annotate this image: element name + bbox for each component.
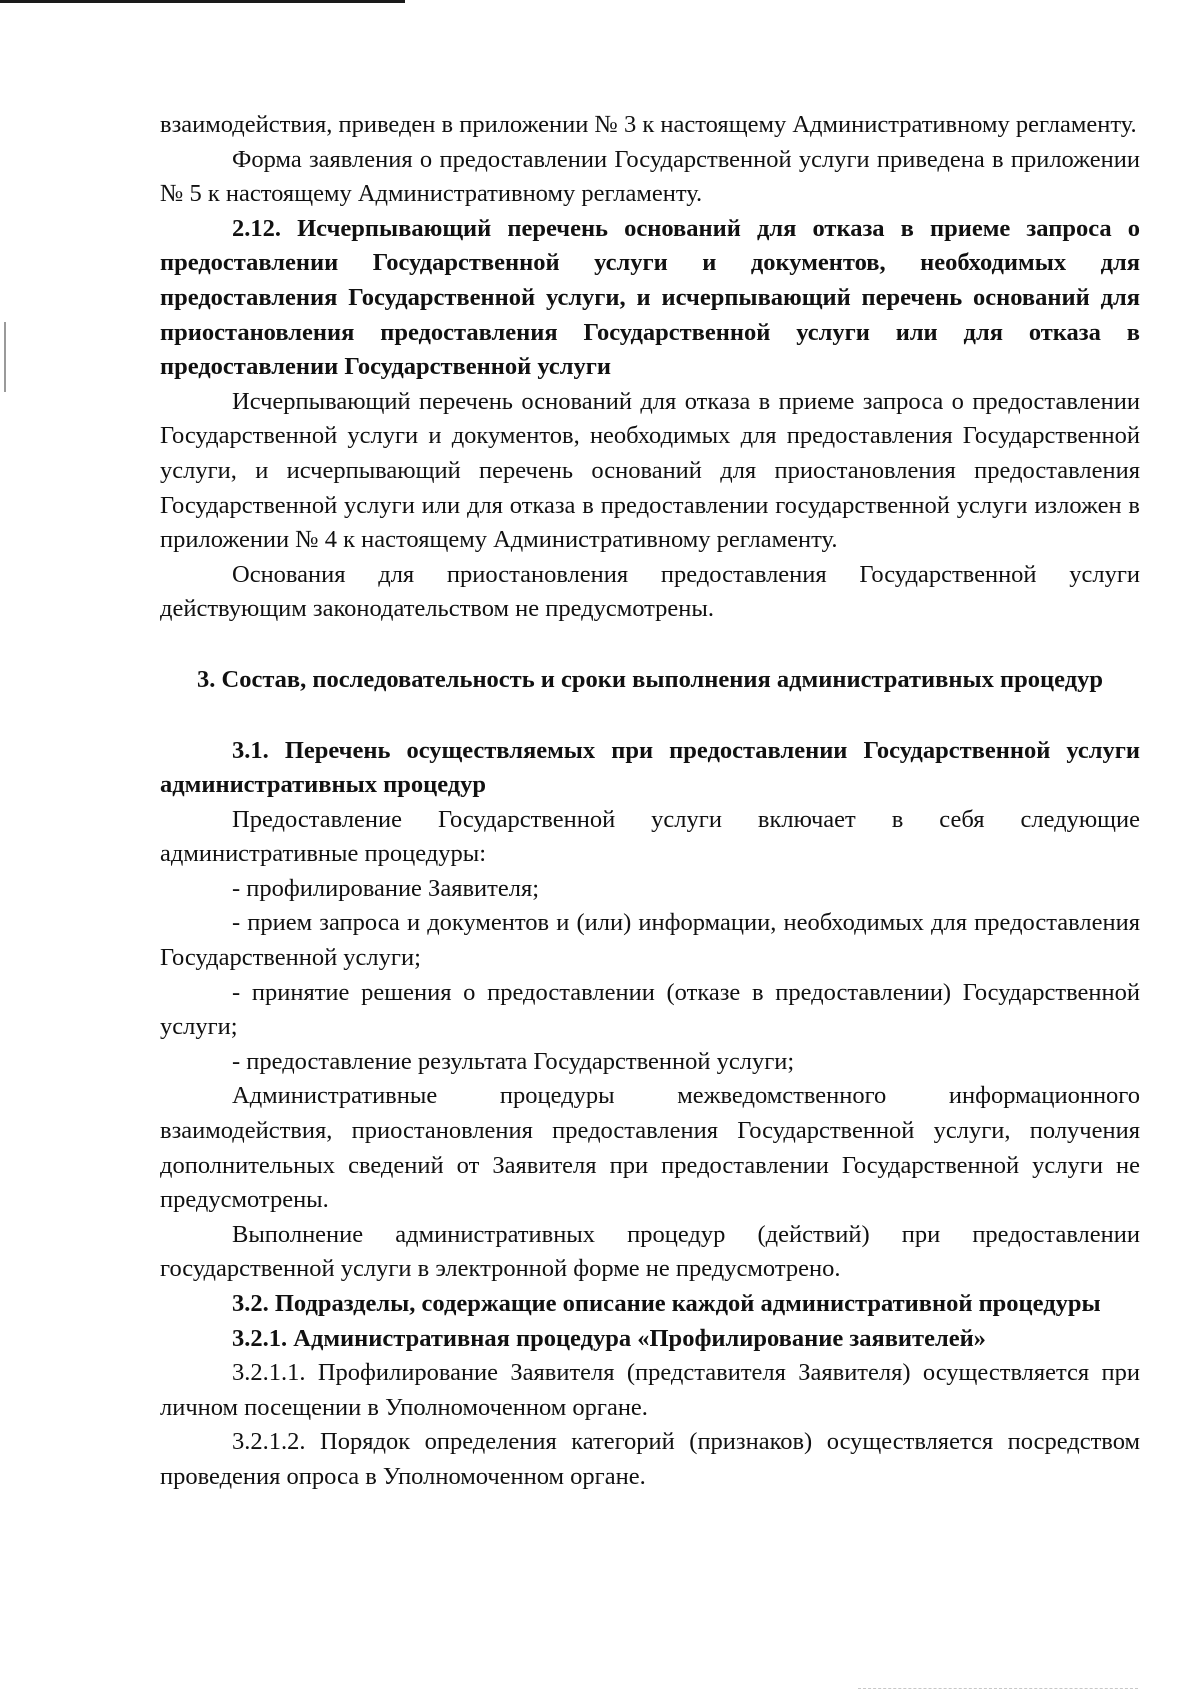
paragraph-application-form: Форма заявления о предоставлении Государственной услуги приведена в приложении № 5 к настоящему Административному регламенту. (160, 145, 1140, 208)
section-heading-3: 3. Состав, последовательность и сроки выполнения административных процедур (197, 665, 1103, 693)
document-page (160, 108, 1140, 1495)
paragraph-3-2-1-1: 3.2.1.1. Профилирование Заявителя (представителя Заявителя) осуществляется при личном посещении в Уполномоченном органе. (160, 1359, 1140, 1421)
heading-2-12: 2.12. Исчерпывающий перечень оснований для отказа в приеме запроса о предоставлении Государственной услуги и документов, необходимых для предоставления Государственной услуги, и исчерпывающий перечень оснований для приостановления предоставления Государственной услуги или для отказа в предоставлении Государственной услуги (160, 214, 1140, 381)
list-item-profiling: - профилирование Заявителя; (232, 874, 540, 902)
heading-3-2-1: 3.2.1. Административная процедура «Профилирование заявителей» (232, 1324, 986, 1352)
paragraph-refusal-grounds: Исчерпывающий перечень оснований для отказа в приеме запроса о предоставлении Государственной услуги и документов, необходимых для предоставления Государственной услуги, и исчерпывающий перечень оснований для приостановления предоставления Государственной услуги или для отказа в предоставлении государственной услуги изложен в приложении № 4 к настоящему Административному регламенту. (160, 387, 1140, 554)
paragraph-continuation: взаимодействия, приведен в приложении № 3 к настоящему Административному регламенту. (160, 111, 1137, 138)
scan-edge-mark-bottom (858, 1688, 1138, 1690)
scan-edge-mark-left (4, 322, 6, 392)
list-item-result: - предоставление результата Государственной услуги; (232, 1047, 795, 1075)
list-item-request-intake: - прием запроса и документов и (или) информации, необходимых для предоставления Государственной услуги; (160, 909, 1140, 972)
scan-edge-mark-top (0, 0, 405, 3)
paragraph-3-2-1-2: 3.2.1.2. Порядок определения категорий (признаков) осуществляется посредством проведения опроса в Уполномоченном органе. (160, 1428, 1140, 1490)
heading-3-1: 3.1. Перечень осуществляемых при предоставлении Государственной услуги административных процедур (160, 736, 1140, 799)
paragraph-procedures-intro: Предоставление Государственной услуги включает в себя следующие административные процедуры: (160, 805, 1140, 868)
list-item-decision: - принятие решения о предоставлении (отказе в предоставлении) Государственной услуги; (160, 978, 1140, 1041)
heading-3-2: 3.2. Подразделы, содержащие описание каждой административной процедуры (232, 1290, 1101, 1317)
paragraph-interagency-procedures: Административные процедуры межведомственного информационного взаимодействия, приостановления предоставления Государственной услуги, получения дополнительных сведений от Заявителя при предоставлении Государственной услуги не предусмотрены. (160, 1082, 1140, 1214)
paragraph-electronic-form: Выполнение административных процедур (действий) при предоставлении государственной услуги в электронной форме не предусмотрено. (160, 1220, 1140, 1283)
paragraph-suspension-grounds: Основания для приостановления предоставления Государственной услуги действующим законодательством не предусмотрены. (160, 560, 1140, 623)
